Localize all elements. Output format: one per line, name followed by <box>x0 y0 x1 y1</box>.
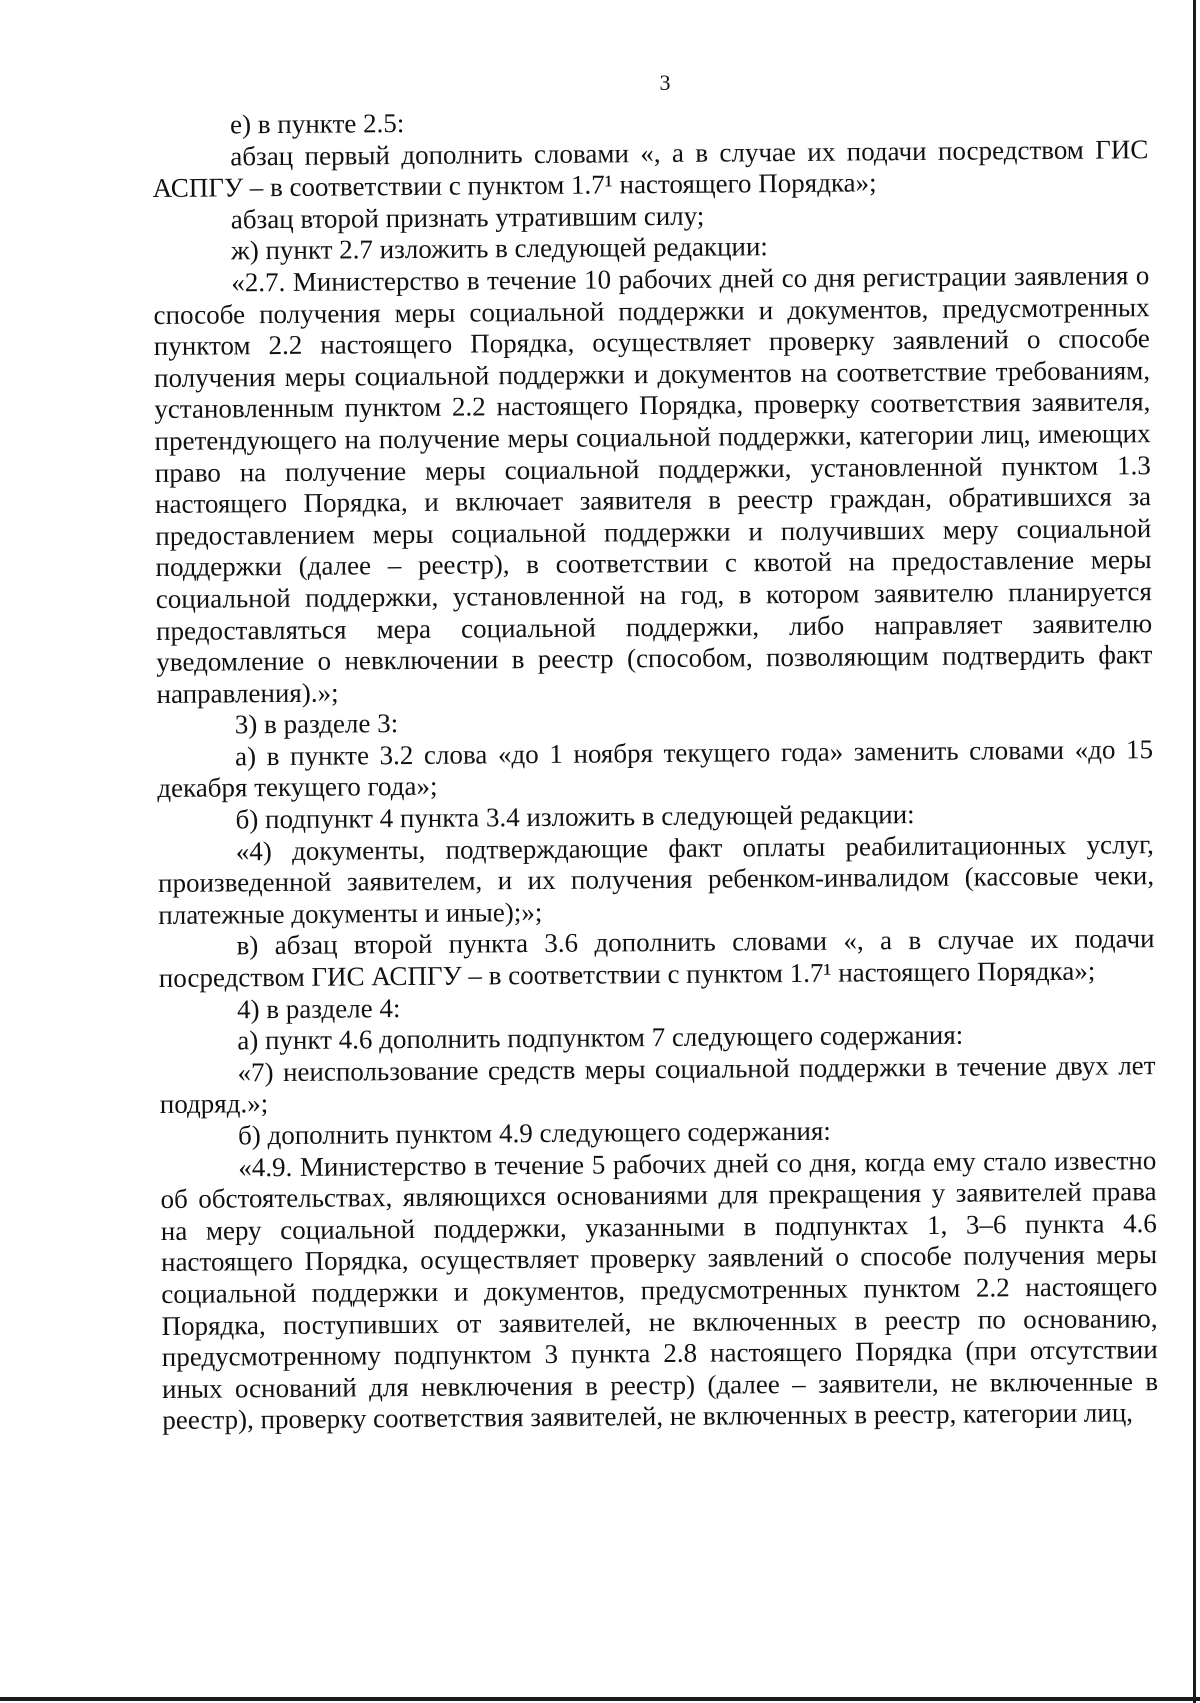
paragraph-3-b: б) подпункт 4 пункта 3.4 изложить в следующей редакции: <box>235 799 915 835</box>
paragraph-second-abzac: абзац второй признать утратившим силу; <box>230 200 705 235</box>
paragraph-3-4-text: «4) документы, подтверждающие факт оплаты реабилитационных услуг, произведенной заявителем, и их получения ребенком-инвалидом (кассовые чеки, платежные документы и иные);»; <box>157 828 1155 930</box>
paragraph-3-a: а) в пункте 3.2 слова «до 1 ноября текущего года» заменить словами «до 15 декабря текущего года»; <box>157 734 1154 804</box>
paragraph-zh-item: ж) пункт 2.7 изложить в следующей редакции: <box>230 231 768 266</box>
paragraph-4-6-7-text: «7) неиспользование средств меры социальной поддержки в течение двух лет подряд.»; <box>159 1049 1156 1120</box>
document-body <box>152 102 1158 1437</box>
paragraph-3-v: в) абзац второй пункта 3.6 дополнить словами «, а в случае их подачи посредством ГИС АСПГУ – в соответствии с пунктом 1.7¹ настоящего Порядка»; <box>158 923 1155 994</box>
paragraph-section-3: 3) в разделе 3: <box>234 708 399 740</box>
page-border-right <box>1193 0 1196 1703</box>
paragraph-first-abzac: абзац первый дополнить словами «, а в случае их подачи посредством ГИС АСПГУ – в соответствии с пунктом 1.7¹ настоящего Порядка»; <box>152 133 1149 204</box>
paragraph-4-b: б) дополнить пунктом 4.9 следующего содержания: <box>237 1115 831 1151</box>
paragraph-4-9-text: «4.9. Министерство в течение 5 рабочих дней со дня, когда ему стало известно об обстоятельствах, являющихся основаниями для прекращения у заявителей права на меру социальной поддержки, указанными в подпунктах 1, 3–6 пункта 4.6 настоящего Порядка, осуществляет проверку заявлений о способе получения меры социальной поддержки и документов, предусмотренных пунктом 2.2 настоящего Порядка, поступивших от заявителей, не включенных в реестр по основанию, предусмотренному подпунктом 3 пункта 2.8 настоящего Порядка (при отсутствии иных оснований для невключения в реестр) (далее – заявители, не включенные в реестр), проверку соответствия заявителей, не включенных в реестр, категории лиц, <box>160 1144 1159 1436</box>
paragraph-4-a: а) пункт 4.6 дополнить подпунктом 7 следующего содержания: <box>237 1019 964 1056</box>
paragraph-2-7-text: «2.7. Министерство в течение 10 рабочих дней со дня регистрации заявления о способе получения меры социальной поддержки и документов, предусмотренных пунктом 2.2 настоящего Порядка, осуществляет проверку заявлений о способе получения меры социальной поддержки и документов на соответствие требованиям, установленным пунктом 2.2 настоящего Порядка, проверку соответствия заявителя, претендующего на получение меры социальной поддержки, категории лиц, имеющих право на получение меры социальной поддержки, установленной пунктом 1.3 настоящего Порядка, и включает заявителя в реестр граждан, обратившихся за предоставлением меры социальной поддержки и получивших меру социальной поддержки (далее – реестр), в соответствии с квотой на предоставление меры социальной поддержки, установленной на год, в котором заявителю планируется предоставляться мера социальной поддержки, либо направляет заявителю уведомление о невключении в реестр (способом, позволяющим подтвердить факт направления).»; <box>153 260 1153 709</box>
page-border-bottom <box>0 1697 1200 1701</box>
paragraph-e-item: е) в пункте 2.5: <box>229 108 405 140</box>
paragraph-section-4: 4) в разделе 4: <box>236 992 401 1024</box>
page-number: 3 <box>659 70 671 95</box>
